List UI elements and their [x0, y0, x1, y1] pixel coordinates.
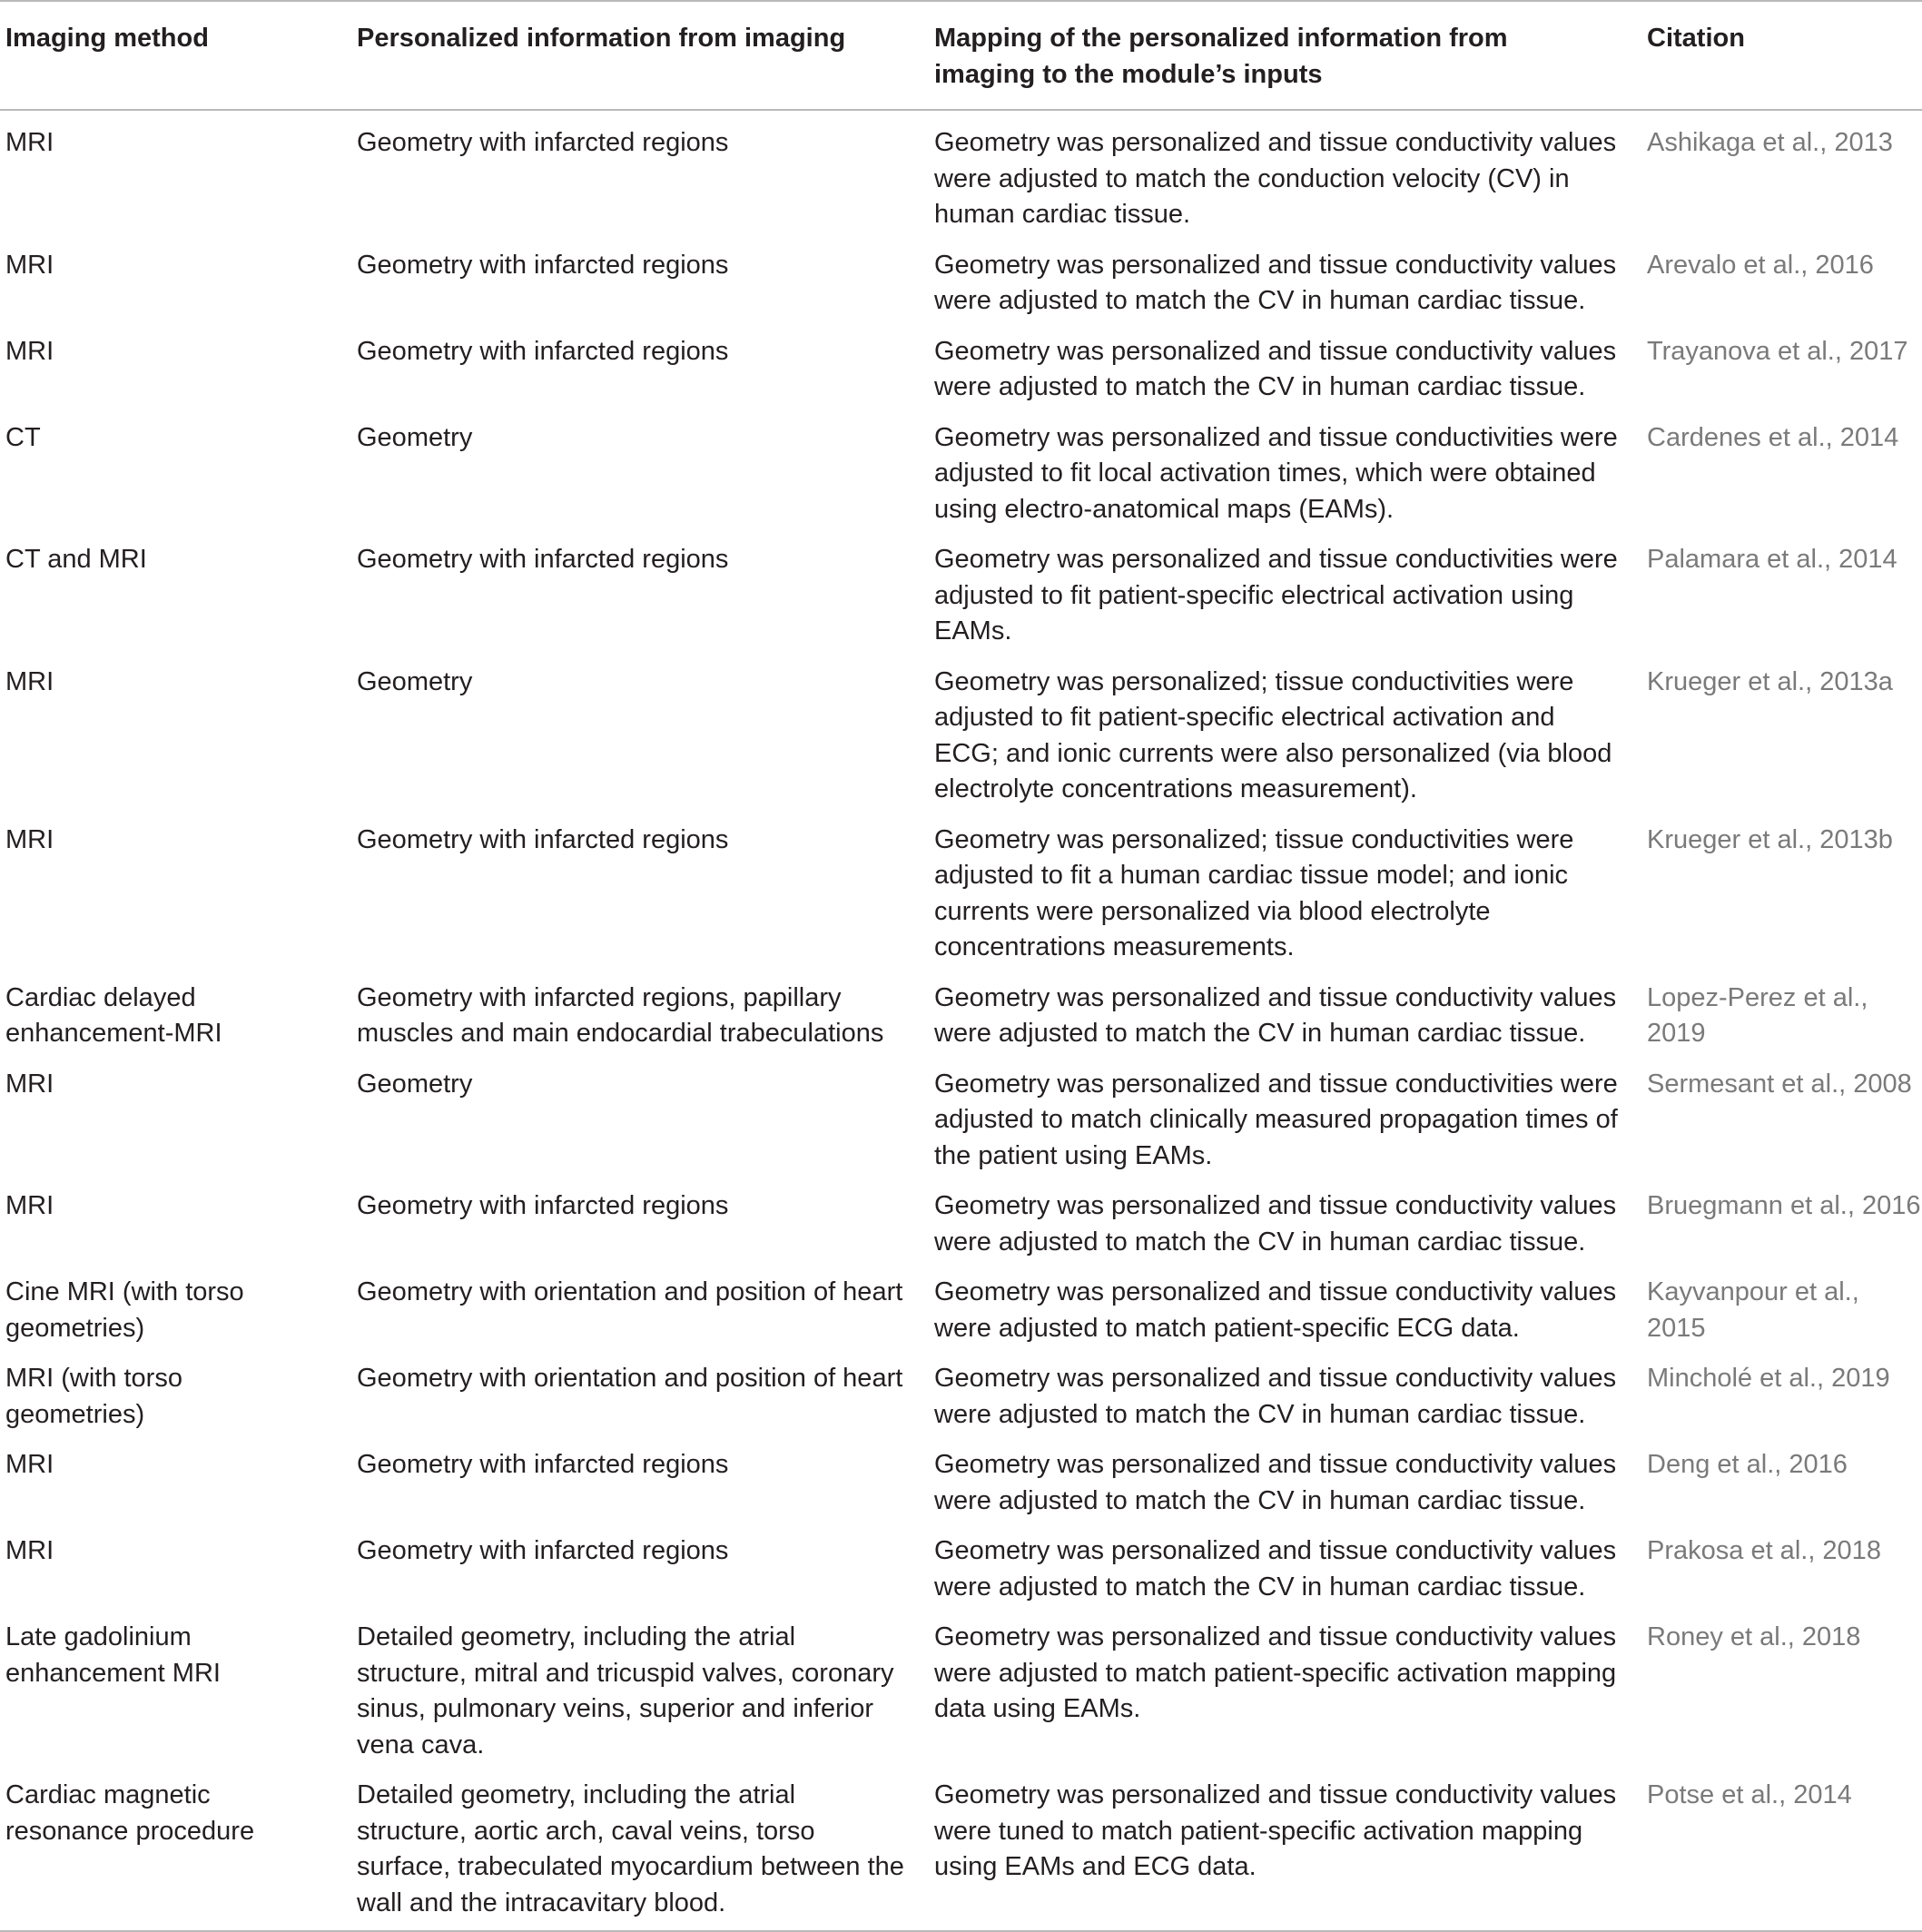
cell-personalized-info: Geometry with orientation and position of heart [357, 1364, 903, 1393]
header-imaging-method: Imaging method [5, 24, 209, 53]
table-row [0, 110, 1922, 240]
cell-citation: Cardenes et al., 2014 [1647, 422, 1899, 452]
cell-citation: Bruegmann et al., 2016 [1647, 1191, 1921, 1220]
cell-citation: Krueger et al., 2013a [1647, 666, 1893, 696]
cell-personalized-info: Geometry with infarcted regions [357, 824, 729, 854]
cell-imaging-method: Cardiac magnetic resonance procedure [5, 1780, 255, 1846]
cell-imaging-method: MRI (with torso geometries) [5, 1364, 182, 1429]
cell-citation: Kayvanpour et al., 2015 [1647, 1277, 1859, 1343]
header-personalized-info: Personalized information from imaging [357, 24, 846, 53]
cell-mapping: Geometry was personalized and tissue conductivity values were adjusted to match the CV in human cardiac tissue. [934, 1191, 1617, 1257]
cell-personalized-info: Detailed geometry, including the atrial structure, aortic arch, caval veins, torso surface, trabeculated myocardium between the wall and the intracavitary blood. [357, 1780, 904, 1917]
cell-mapping: Geometry was personalized and tissue conductivity values were adjusted to match the conduction velocity (CV) in human cardiac tissue. [934, 128, 1617, 229]
cell-imaging-method: MRI [5, 128, 54, 157]
cell-personalized-info: Geometry with infarcted regions [357, 128, 729, 157]
header-row [0, 1, 1922, 110]
cell-mapping: Geometry was personalized; tissue conductivities were adjusted to fit patient-specific electrical activation and ECG; and ionic currents were also personalized (via blood electrolyte concentrations measurement). [934, 666, 1612, 803]
cell-personalized-info: Geometry [357, 1069, 473, 1099]
cell-imaging-method: Cardiac delayed enhancement-MRI [5, 982, 222, 1048]
cell-citation: Mincholé et al., 2019 [1647, 1364, 1890, 1393]
table-row [0, 1769, 1922, 1931]
cell-citation: Potse et al., 2014 [1647, 1780, 1852, 1809]
cell-personalized-info: Geometry with infarcted regions [357, 545, 729, 574]
cell-imaging-method: MRI [5, 1450, 54, 1479]
cell-citation: Lopez-Perez et al., 2019 [1647, 982, 1868, 1048]
table-row [0, 326, 1922, 412]
cell-mapping: Geometry was personalized and tissue conductivity values were adjusted to match patient-specific activation mapping data using EAMs. [934, 1622, 1617, 1723]
cell-mapping: Geometry was personalized and tissue conductivities were adjusted to match clinically measured propagation times of the patient using EAMs. [934, 1069, 1618, 1170]
table-row [0, 1267, 1922, 1353]
cell-mapping: Geometry was personalized; tissue conductivities were adjusted to fit a human cardiac tissue model; and ionic currents were personalized via blood electrolyte concentrations measurements. [934, 824, 1574, 961]
table-row [0, 1612, 1922, 1769]
table-row [0, 814, 1922, 972]
cell-mapping: Geometry was personalized and tissue conductivity values were adjusted to match the CV in human cardiac tissue. [934, 1364, 1617, 1429]
cell-mapping: Geometry was personalized and tissue conductivity values were adjusted to match the CV in human cardiac tissue. [934, 1536, 1617, 1602]
cell-personalized-info: Geometry with infarcted regions [357, 1191, 729, 1220]
header-citation: Citation [1647, 24, 1745, 53]
table-row [0, 656, 1922, 814]
table-row [0, 1180, 1922, 1267]
cell-imaging-method: Late gadolinium enhancement MRI [5, 1622, 221, 1688]
cell-imaging-method: MRI [5, 1536, 54, 1565]
table-header [0, 1, 1922, 110]
cell-citation: Arevalo et al., 2016 [1647, 250, 1874, 280]
table-row [0, 972, 1922, 1059]
cell-imaging-method: Cine MRI (with torso geometries) [5, 1277, 244, 1343]
cell-imaging-method: CT [5, 422, 41, 452]
cell-personalized-info: Geometry with infarcted regions [357, 250, 729, 280]
cell-personalized-info: Geometry with infarcted regions [357, 1536, 729, 1565]
table-body [0, 110, 1922, 1931]
cell-mapping: Geometry was personalized and tissue conductivity values were adjusted to match patient-specific ECG data. [934, 1277, 1617, 1343]
cell-personalized-info: Geometry with infarcted regions [357, 336, 729, 366]
cell-mapping: Geometry was personalized and tissue conductivities were adjusted to fit patient-specific electrical activation using EAMs. [934, 545, 1618, 646]
cell-citation: Sermesant et al., 2008 [1647, 1069, 1912, 1099]
cell-citation: Prakosa et al., 2018 [1647, 1536, 1881, 1565]
cell-mapping: Geometry was personalized and tissue conductivity values were adjusted to match the CV in human cardiac tissue. [934, 1450, 1617, 1515]
cell-imaging-method: MRI [5, 666, 54, 696]
table-row [0, 1059, 1922, 1181]
cell-imaging-method: MRI [5, 336, 54, 366]
cell-personalized-info: Detailed geometry, including the atrial structure, mitral and tricuspid valves, coronary sinus, pulmonary veins, superior and inferior vena cava. [357, 1622, 894, 1760]
cell-imaging-method: MRI [5, 250, 54, 280]
cell-personalized-info: Geometry with infarcted regions, papillary muscles and main endocardial trabeculations [357, 982, 884, 1048]
cell-citation: Ashikaga et al., 2013 [1647, 128, 1893, 157]
cell-imaging-method: MRI [5, 1191, 54, 1220]
cell-mapping: Geometry was personalized and tissue conductivities were adjusted to fit local activation times, which were obtained using electro-anatomical maps (EAMs). [934, 422, 1618, 524]
cell-personalized-info: Geometry [357, 666, 473, 696]
cell-mapping: Geometry was personalized and tissue conductivity values were tuned to match patient-specific activation mapping using EAMs and ECG data. [934, 1780, 1617, 1881]
table-row [0, 240, 1922, 326]
cell-citation: Krueger et al., 2013b [1647, 824, 1893, 854]
cell-imaging-method: MRI [5, 1069, 54, 1099]
cell-citation: Palamara et al., 2014 [1647, 545, 1897, 574]
cell-imaging-method: CT and MRI [5, 545, 147, 574]
table-row [0, 534, 1922, 656]
cell-mapping: Geometry was personalized and tissue conductivity values were adjusted to match the CV in human cardiac tissue. [934, 250, 1617, 315]
table-row [0, 1353, 1922, 1439]
cell-citation: Trayanova et al., 2017 [1647, 336, 1908, 366]
cell-mapping: Geometry was personalized and tissue conductivity values were adjusted to match the CV in human cardiac tissue. [934, 336, 1617, 401]
table-row [0, 1525, 1922, 1612]
header-mapping: Mapping of the personalized information from imaging to the module’s inputs [934, 24, 1508, 89]
cell-imaging-method: MRI [5, 824, 54, 854]
cell-personalized-info: Geometry with orientation and position of heart [357, 1277, 903, 1306]
cell-mapping: Geometry was personalized and tissue conductivity values were adjusted to match the CV in human cardiac tissue. [934, 982, 1617, 1048]
table-row [0, 1439, 1922, 1525]
cell-personalized-info: Geometry with infarcted regions [357, 1450, 729, 1479]
cell-citation: Deng et al., 2016 [1647, 1450, 1848, 1479]
cell-personalized-info: Geometry [357, 422, 473, 452]
cell-citation: Roney et al., 2018 [1647, 1622, 1861, 1651]
table-row [0, 412, 1922, 535]
